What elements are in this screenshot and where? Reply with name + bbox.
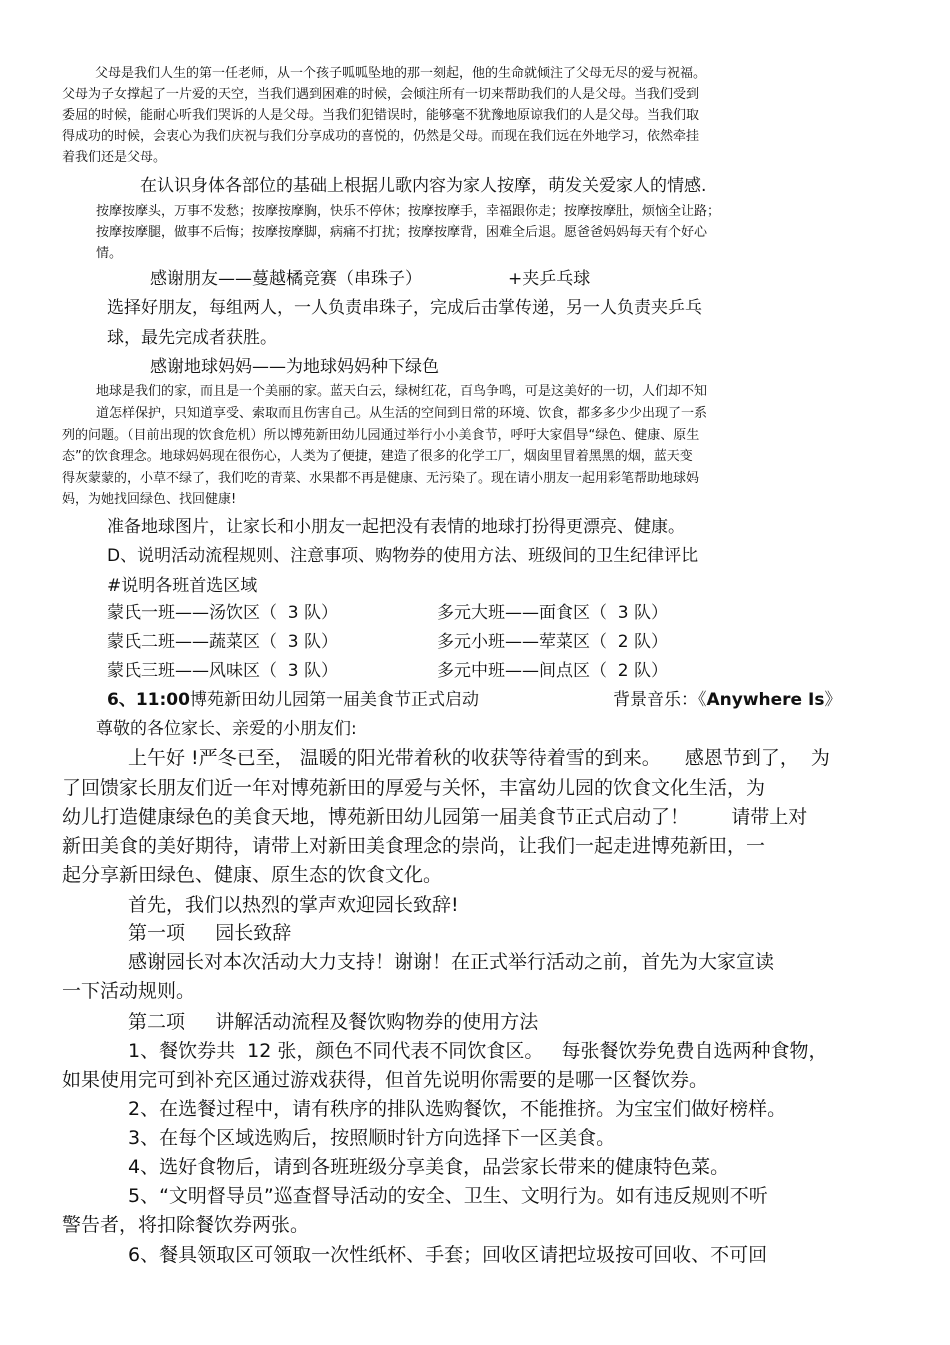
- friends-heading: 感谢朋友——蔓越橘竞赛（串珠子）: [150, 269, 422, 289]
- parents-paragraph-line: 父母为子女撑起了一片爱的天空，当我们遇到困难的时候，会倾注所有一切来帮助我们的人是父母。当我们受到: [62, 87, 700, 102]
- section-6-heading: [107, 692, 479, 709]
- earth-heading: 感谢地球妈妈——为地球妈妈种下绿色: [150, 357, 439, 377]
- section-6-title: 博苑新田幼儿园第一届美食节正式启动: [189, 690, 479, 710]
- item-two: 第二项 讲解活动流程及餐饮购物券的使用方法: [128, 1011, 539, 1033]
- earth-paragraph-line: 态”的饮食理念。地球妈妈现在很伤心，人类为了便捷，建造了很多的化学工厂，烟囱里冒着黑黑的烟，蓝天变: [62, 449, 693, 464]
- earth-paragraph-line: 道怎样保护，只知道享受、索取而且伤害自己。从生活的空间到日常的环境、饮食，都多多少少出现了一系: [96, 406, 708, 421]
- speech-line: 幼儿打造健康绿色的美食天地，博苑新田幼儿园第一届美食节正式启动了！ 请带上对: [62, 806, 808, 828]
- parents-paragraph-line: 父母是我们人生的第一任老师，从一个孩子呱呱坠地的那一刻起，他的生命就倾注了父母无尽的爱与祝福。: [95, 66, 707, 81]
- rule-line: 1、餐饮券共 12 张，颜色不同代表不同饮食区。 每张餐饮券免费自选两种食物，: [128, 1040, 828, 1062]
- massage-heading: 在认识身体各部位的基础上根据儿歌内容为家人按摩，萌发关爱家人的情感.: [140, 176, 707, 196]
- rule-line: 6、餐具领取区可领取一次性纸杯、手套；回收区请把垃圾按可回收、不可回: [128, 1244, 768, 1266]
- friends-heading-extra: +夹乒乓球: [508, 269, 591, 289]
- parents-paragraph-line: 得成功的时候，会衷心为我们庆祝与我们分享成功的喜悦的，仍然是父母。而现在我们远在外地学习，依然牵挂: [62, 129, 700, 144]
- section-6-time: 6、11:00: [107, 690, 190, 710]
- rule-line: 警告者，将扣除餐饮券两张。: [62, 1214, 310, 1236]
- rule-line: 2、在选餐过程中，请有秩序的排队选购餐饮，不能推挤。为宝宝们做好榜样。: [128, 1098, 787, 1120]
- item-one: 第一项 园长致辞: [128, 922, 292, 944]
- rule-line: 3、在每个区域选购后，按照顺时针方向选择下一区美食。: [128, 1127, 616, 1149]
- music-label: 背景音乐：《: [613, 690, 707, 710]
- earth-paragraph-line: 得灰蒙蒙的，小草不绿了，我们吃的青菜、水果都不再是健康、无污染了。现在请小朋友一起用彩笔帮助地球妈: [62, 471, 700, 486]
- speech-line: 起分享新田绿色、健康、原生态的饮食文化。: [62, 864, 443, 886]
- parents-paragraph-line: 委屈的时候，能耐心听我们哭诉的人是父母。当我们犯错误时，能够毫不犹豫地原谅我们的人是父母。当我们取: [62, 108, 700, 123]
- parents-paragraph-line: 着我们还是父母。: [62, 150, 167, 165]
- thanks-line: 一下活动规则。: [62, 980, 196, 1002]
- zone-left: 蒙氏二班——蔬菜区（ 3 队）: [107, 632, 339, 652]
- massage-song-line: 情。: [96, 246, 123, 261]
- zone-title: #说明各班首选区域: [107, 576, 258, 596]
- music-name: Anywhere Is: [706, 690, 825, 710]
- speech-line: 了回馈家长朋友们近一年对博苑新田的厚爱与关怀，丰富幼儿园的饮食文化生活，为: [62, 777, 766, 799]
- rule-line: 5、“文明督导员”巡查督导活动的安全、卫生、文明行为。如有违反规则不听: [128, 1185, 768, 1207]
- music-close: 》: [824, 690, 842, 710]
- section-d-heading: D、说明活动流程规则、注意事项、购物券的使用方法、班级间的卫生纪律评比: [107, 546, 699, 566]
- friends-rule-line: 选择好朋友，每组两人，一人负责串珠子，完成后击掌传递，另一人负责夹乒乓: [107, 298, 702, 318]
- earth-activity-line: 准备地球图片，让家长和小朋友一起把没有表情的地球打扮得更漂亮、健康。: [107, 517, 685, 537]
- earth-paragraph-line: 妈，为她找回绿色、找回健康!: [62, 492, 237, 507]
- massage-song-line: 按摩按摩腿，做事不后悔；按摩按摩脚，病痛不打扰；按摩按摩背，困难全后退。愿爸爸妈妈每天有个好心: [96, 225, 708, 240]
- speech-line: 上午好 !严冬已至， 温暖的阳光带着秋的收获等待着雪的到来。 感恩节到了， 为: [128, 747, 830, 769]
- rule-line: 如果使用完可到补充区通过游戏获得，但首先说明你需要的是哪一区餐饮券。: [62, 1069, 709, 1091]
- massage-song-line: 按摩按摩头，万事不发愁；按摩按摩胸，快乐不停休；按摩按摩手，幸福跟你走；按摩按摩肚，烦恼全让路；: [96, 204, 721, 219]
- earth-paragraph-line: 地球是我们的家，而且是一个美丽的家。蓝天白云，绿树红花，百鸟争鸣，可是这美好的一切，人们却不知: [96, 384, 708, 399]
- welcome-line: 首先，我们以热烈的掌声欢迎园长致辞!: [128, 894, 459, 916]
- zone-right: 多元小班——荤菜区（ 2 队）: [437, 632, 669, 652]
- thanks-line: 感谢园长对本次活动大力支持！谢谢！在正式举行活动之前，首先为大家宣读: [128, 951, 775, 973]
- rule-line: 4、选好食物后，请到各班班级分享美食，品尝家长带来的健康特色菜。: [128, 1156, 730, 1178]
- background-music: [613, 692, 841, 709]
- greeting: 尊敬的各位家长、亲爱的小朋友们:: [96, 719, 357, 739]
- zone-right: 多元大班——面食区（ 3 队）: [437, 603, 669, 623]
- friends-rule-line: 球，最先完成者获胜。: [107, 328, 277, 348]
- zone-left: 蒙氏一班——汤饮区（ 3 队）: [107, 603, 339, 623]
- earth-paragraph-line: 列的问题。（目前出现的饮食危机）所以博苑新田幼儿园通过举行小小美食节，呼吁大家倡导“绿色、健康、原生: [62, 428, 700, 443]
- zone-right: 多元中班——间点区（ 2 队）: [437, 661, 669, 681]
- zone-left: 蒙氏三班——风味区（ 3 队）: [107, 661, 339, 681]
- speech-line: 新田美食的美好期待，请带上对新田美食理念的崇尚，让我们一起走进博苑新田，一: [62, 835, 766, 857]
